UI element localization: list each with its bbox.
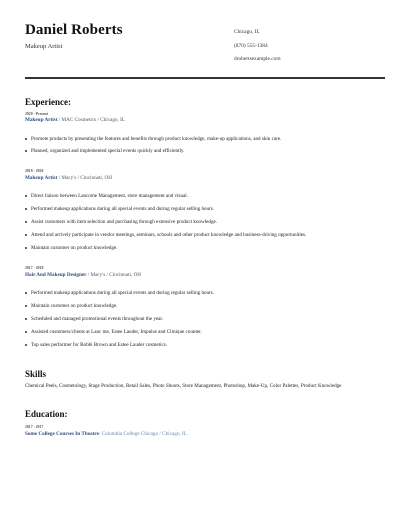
list-item	[25, 342, 167, 348]
list-item	[25, 219, 217, 225]
bullet-icon	[25, 344, 27, 346]
bullet-icon	[25, 234, 27, 236]
candidate-name: Daniel Roberts	[25, 22, 123, 38]
list-item-text: Attend and actively participate in vendor meetings, seminars, schools and other product knowledge and business-driving opportunities.	[31, 232, 307, 238]
contact-email: drobertsexample.com	[234, 56, 281, 62]
bullet-icon	[25, 331, 27, 333]
job-role-line	[25, 175, 112, 181]
bullet-icon	[25, 208, 27, 210]
skills-heading: Skills	[25, 369, 47, 379]
list-item-text: Direct liaison between Lancome Management, store management and visual.	[31, 193, 189, 199]
job-employer: / MAC Cosmetics / Chicago, IL	[57, 117, 125, 123]
contact-location: Chicago, IL	[234, 29, 260, 35]
job-title: Makeup Artist	[25, 43, 63, 50]
job-employer: / Macy's / Cincinnati, OH	[86, 272, 141, 278]
job-role-line	[25, 272, 141, 278]
bullet-icon	[25, 221, 27, 223]
bullet-icon	[25, 292, 27, 294]
list-item	[25, 245, 117, 251]
list-item-text: Assist customers with item selection and purchasing through extensive product knowledge.	[31, 219, 218, 225]
education-degree: Some College Courses In Theatre	[25, 431, 99, 437]
job-dates: 2017 - 2018	[25, 266, 44, 270]
list-item	[25, 193, 188, 199]
list-item	[25, 290, 214, 296]
experience-heading: Experience:	[25, 97, 71, 107]
job-role: Hair And Makeup Designer	[25, 272, 87, 278]
bullet-icon	[25, 138, 27, 140]
list-item-text: Top sales performer for Bobbi Brown and Estee Lauder cosmetics.	[31, 342, 168, 348]
list-item	[25, 329, 202, 335]
bullet-icon	[25, 150, 27, 152]
list-item	[25, 232, 306, 238]
list-item	[25, 148, 184, 154]
job-employer: / Macy's / Cincinnati, OH	[57, 175, 112, 181]
list-item	[25, 206, 214, 212]
education-line	[25, 431, 187, 437]
header-divider	[25, 77, 385, 79]
bullet-icon	[25, 195, 27, 197]
list-item-text: Performed makeup applications during all special events and during regular selling hours.	[31, 206, 215, 212]
list-item-text: Maintain customer on product knowledge.	[31, 245, 118, 251]
job-dates: 2020 - Present	[25, 112, 48, 116]
list-item-text: Assisted customers/clients at Lanc me, Estee Lauder, Impulse and Clinique counter.	[31, 329, 202, 335]
job-role-line	[25, 117, 125, 123]
list-item-text: Maintain customer on product knowledge.	[31, 303, 118, 309]
list-item-text: Performed makeup applications during all special events and during regular selling hours.	[31, 290, 215, 296]
bullet-icon	[25, 247, 27, 249]
education-heading: Education:	[25, 409, 68, 419]
list-item	[25, 303, 117, 309]
education-dates: 2017 - 2017	[25, 425, 44, 429]
list-item-text: Promote products by presenting the features and benefits through product knowledge, make-up applications, and skin care.	[31, 136, 282, 142]
job-role: Makeup Artist	[25, 175, 58, 181]
list-item-text: Planned, organized and implemented special events quickly and efficiently.	[31, 148, 185, 154]
list-item	[25, 136, 281, 142]
bullet-icon	[25, 318, 27, 320]
skills-list: Chemical Peels, Cosmetology, Stage Production, Retail Sales, Photo Shoots, Store Management, Photoshop, Make-Up, Color Palettes, Product Knowledge	[25, 383, 342, 389]
job-role: Makeup Artist	[25, 117, 58, 123]
contact-phone: (870) 555-1384	[234, 43, 268, 49]
bullet-icon	[25, 305, 27, 307]
list-item	[25, 316, 163, 322]
job-dates: 2018 - 2020	[25, 169, 44, 173]
list-item-text: Scheduled and managed promotional events throughout the year.	[31, 316, 164, 322]
education-school: : Columbia College Chicago / Chicago, IL	[98, 431, 187, 437]
